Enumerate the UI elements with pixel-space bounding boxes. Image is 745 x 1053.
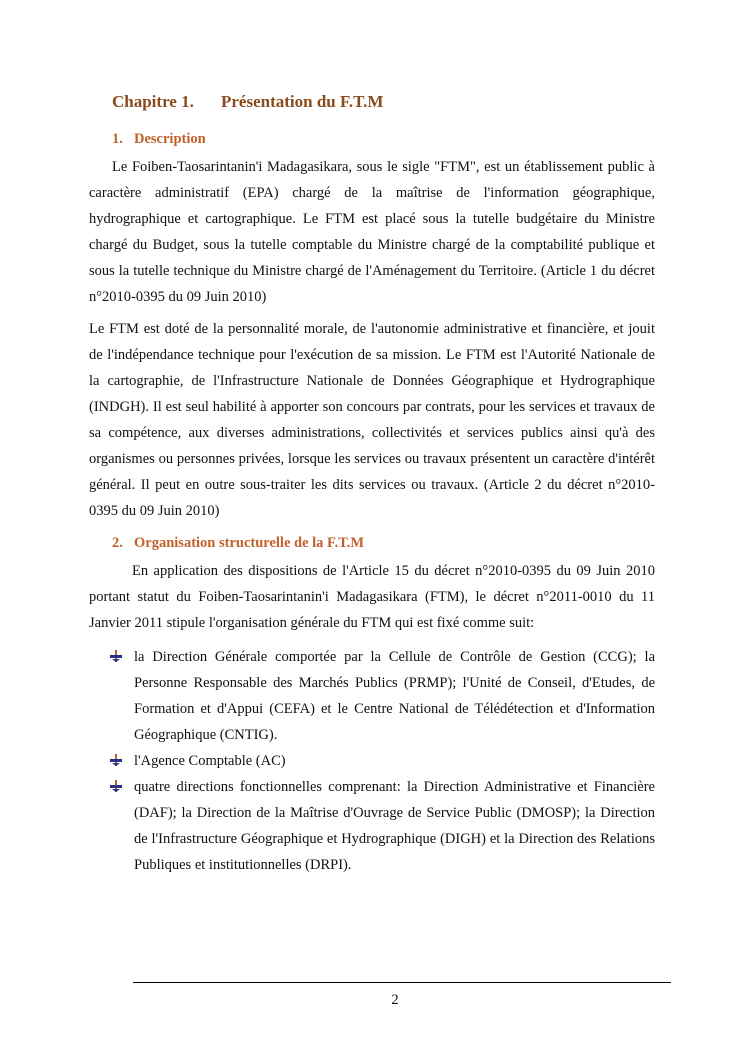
section-heading-organisation [112,535,364,552]
arrow-bullet-icon [110,650,122,662]
section-number: 1. [112,131,123,147]
list-item [108,644,655,748]
list-item-text: la Direction Générale comportée par la Cellule de Contrôle de Gestion (CCG); la Personne Responsable des Marchés Publics (PRMP); l'Unité de Conseil, d'Etudes, de Formation et d'Appui (CEFA) et le Centre National de Télédétection et d'Information Géographique (CNTIG). [134,649,655,743]
list-item-text: l'Agence Comptable (AC) [134,753,286,769]
page-number: 2 [391,992,399,1008]
organisation-list [108,644,655,878]
chapter-title: Présentation du F.T.M [221,92,384,111]
paragraph-description-2: Le FTM est doté de la personnalité morale, de l'autonomie administrative et financière, et jouit de l'indépendance technique pour l'exécution de sa mission. Le FTM est l'Autorité Nationale de la cartographie, de l'Infrastructure Nationale de Données Géographique et Hydrographique (INDGH). Il est seul habilité à apporter son concours par contrats, pour les services et travaux de sa compétence, aux diverses administrations, collectivités et services publics ainsi qu'à des organismes ou personnes privées, lorsque les services ou travaux présentent un caractère d'intérêt général. Il peut en outre sous-traiter les dits services ou travaux. (Article 2 du décret n°2010-0395 du 09 Juin 2010) [89,321,655,519]
arrow-bullet-icon [110,754,122,766]
section-title: Organisation structurelle de la F.T.M [134,535,365,551]
section-heading-description [112,131,206,148]
section-number: 2. [112,535,123,551]
list-item-text: quatre directions fonctionnelles comprenant: la Direction Administrative et Financière (DAF); la Direction de la Maîtrise d'Ouvrage de Service Public (DMOSP); la Direction de l'Infrastructure Géographique et Hydrographique (DIGH) et la Direction des Relations Publiques et institutionnelles (DRPI). [134,779,655,873]
paragraph-organisation-1: En application des dispositions de l'Article 15 du décret n°2010-0395 du 09 Juin 2010 portant statut du Foiben-Taosarintanin'i Madagasikara (FTM), le décret n°2011-0010 du 11 Janvier 2011 stipule l'organisation générale du FTM qui est fixé comme suit: [89,563,655,631]
footer-divider [133,982,671,983]
chapter-number: Chapitre 1. [112,92,194,111]
arrow-bullet-icon [110,780,122,792]
paragraph-description-1: Le Foiben-Taosarintanin'i Madagasikara, sous le sigle "FTM", est un établissement public à caractère administratif (EPA) chargé de la maîtrise de l'information géographique, hydrographique et cartographique. Le FTM est placé sous la tutelle budgétaire du Ministre chargé du Budget, sous la tutelle comptable du Ministre chargé de la comptabilité publique et sous la tutelle technique du Ministre chargé de l'Aménagement du Territoire. (Article 1 du décret n°2010-0395 du 09 Juin 2010) [89,159,655,305]
list-item [108,748,655,774]
chapter-heading [112,92,383,112]
section-title: Description [134,131,206,147]
list-item [108,774,655,878]
